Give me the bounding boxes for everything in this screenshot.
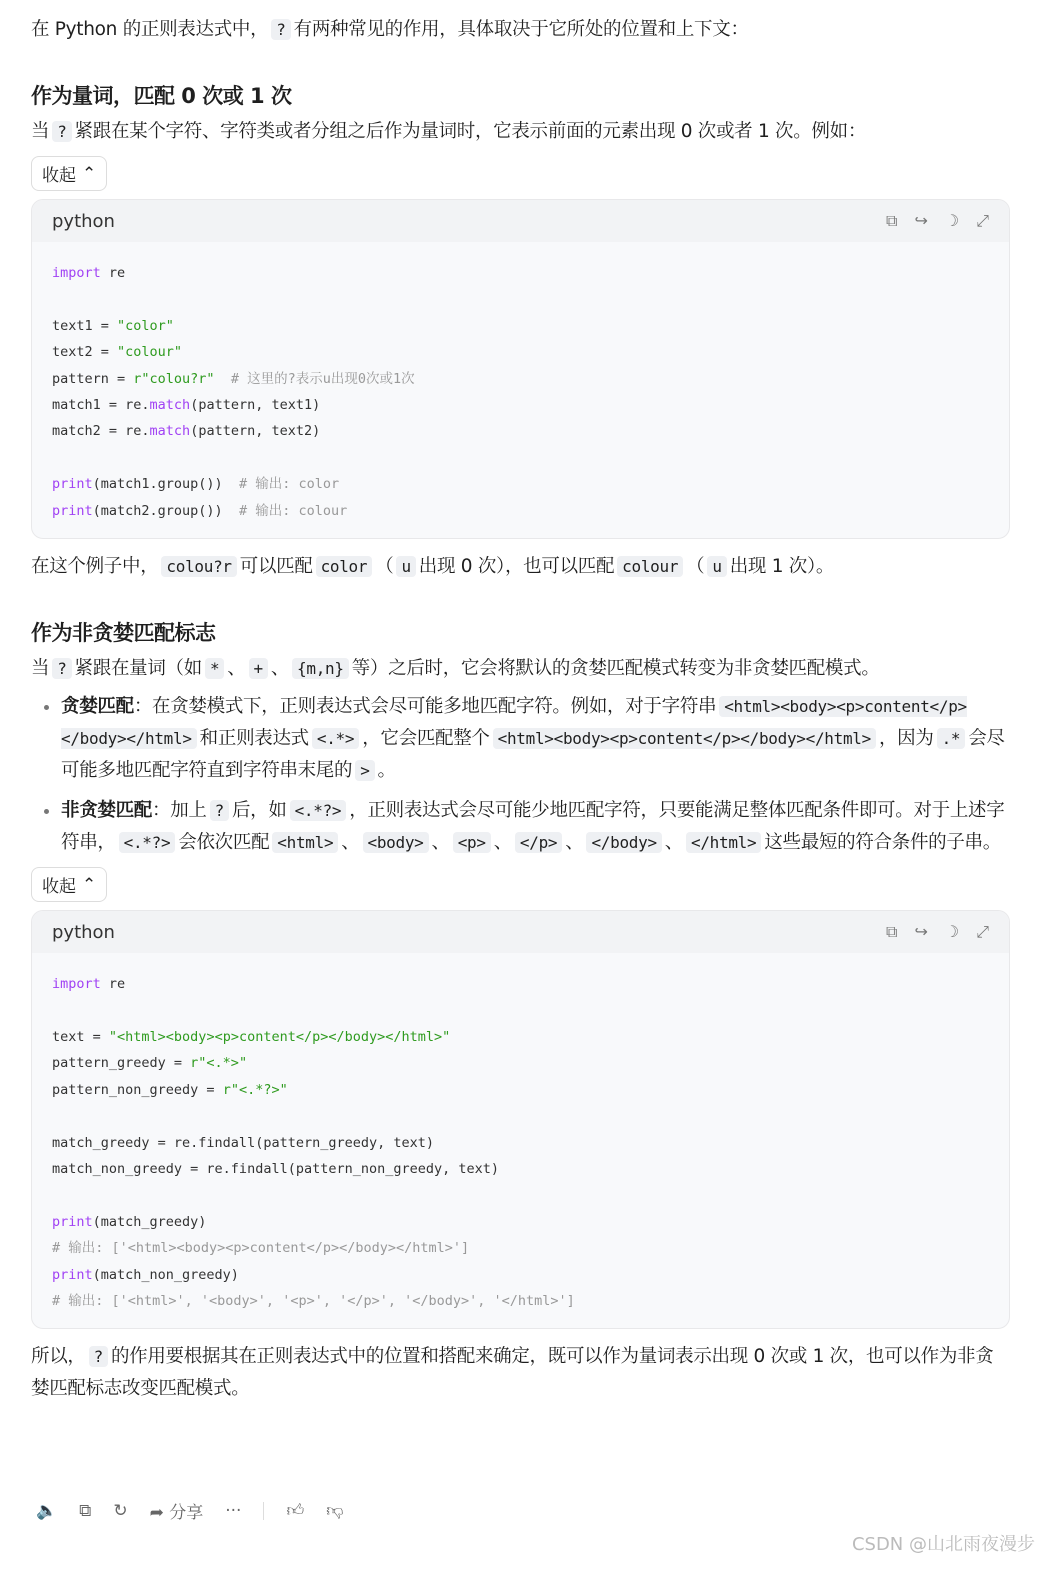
- text: 紧跟在量词（如: [74, 658, 202, 680]
- code-content: [32, 953, 1009, 1328]
- text: 、: [227, 658, 246, 680]
- code-token: match_non_greedy = re.findall(pattern_non_greedy, text): [52, 1160, 500, 1177]
- share-label: 分享: [169, 1503, 204, 1523]
- inline-code: colour: [617, 556, 683, 577]
- text: 。: [377, 760, 396, 782]
- inline-code: ?: [52, 658, 71, 679]
- inline-code: </html>: [686, 832, 761, 853]
- code-token: text2 =: [52, 344, 118, 361]
- code-token: text =: [52, 1028, 109, 1045]
- code-token: (pattern, text2): [190, 423, 321, 440]
- collapse-label: 收起: [42, 166, 76, 186]
- code-token: pattern_non_greedy =: [52, 1081, 223, 1098]
- message-actions: [36, 1498, 343, 1523]
- inline-code: <html>: [272, 832, 338, 853]
- inline-code: <html><body><p>content</p></body></html>: [493, 728, 876, 749]
- text: 有两种常见的作用，具体取决于它所处的位置和上下文：: [293, 19, 749, 40]
- inline-code: </body>: [586, 832, 661, 853]
- code-token: print: [52, 1266, 93, 1283]
- text: 会尽可能多地匹配字符直到字符串末尾的: [61, 728, 1005, 782]
- text: ：在贪婪模式下，正则表达式会尽可能多地匹配字符。例如，对于字符串: [133, 696, 717, 718]
- section-heading: 作为非贪婪匹配标志: [31, 621, 216, 646]
- inline-code: ?: [52, 121, 71, 142]
- text: 出现 0 次），也可以匹配: [418, 556, 615, 578]
- collapse-row: [31, 867, 1010, 902]
- inline-code: <.*?>: [290, 800, 347, 821]
- answer-content: [0, 14, 1041, 1405]
- text: 可以匹配: [239, 556, 313, 578]
- code-token: import: [52, 265, 101, 281]
- code-token: re: [100, 976, 126, 993]
- copy-icon[interactable]: ⧉: [886, 211, 898, 230]
- collapse-button[interactable]: [31, 867, 107, 902]
- code-token: pattern =: [52, 370, 134, 387]
- code-block: [31, 910, 1010, 1329]
- code-token: print: [52, 1213, 93, 1230]
- chevron-up-icon: ⌃: [82, 874, 97, 895]
- code-token: r"colou?r": [133, 370, 215, 387]
- code-token: match2 = re.: [52, 423, 150, 440]
- code-token: "colour": [117, 344, 183, 361]
- code-token: match: [149, 423, 191, 440]
- text: （: [686, 556, 705, 578]
- bullet-list: [31, 691, 1010, 859]
- code-token: r"<.*?>": [222, 1081, 288, 1098]
- inline-code: <body>: [363, 832, 429, 853]
- text: 、: [493, 832, 512, 854]
- wrap-icon[interactable]: ↪: [914, 922, 928, 942]
- text: ：加上: [152, 800, 207, 822]
- text: 当: [31, 658, 50, 680]
- inline-code: </p>: [515, 832, 562, 853]
- text: 当: [31, 121, 50, 142]
- code-token: print: [52, 476, 93, 493]
- list-item: [61, 691, 1010, 787]
- inline-code: color: [316, 556, 373, 577]
- theme-icon[interactable]: ☽: [944, 922, 960, 942]
- inline-code: <.*?>: [119, 832, 176, 853]
- regenerate-icon[interactable]: ↻: [113, 1500, 128, 1521]
- watermark: CSDN @山北雨夜漫步: [851, 1534, 1035, 1555]
- inline-code: ?: [210, 800, 229, 821]
- code-toolbar: [886, 211, 989, 231]
- paragraph: [31, 653, 1010, 685]
- paragraph: [31, 1341, 1010, 1405]
- text: 、: [565, 832, 584, 854]
- text: 、: [664, 832, 683, 854]
- divider: [263, 1502, 264, 1520]
- copy-icon[interactable]: ⧉: [79, 1500, 92, 1521]
- text: 的作用要根据其在正则表达式中的位置和搭配来确定，既可以作为量词表示出现 0 次或 1 次，也可以作为非贪婪匹配标志改变匹配模式。: [31, 1346, 994, 1400]
- text: 、: [341, 832, 360, 854]
- code-token: # 这里的?表示u出现0次或1次: [214, 370, 415, 387]
- text: （: [375, 556, 394, 578]
- text: 紧跟在某个字符、字符类或者分组之后作为量词时，它表示前面的元素出现 0 次或者 1 次。例如：: [74, 121, 867, 142]
- section-heading: 作为量词，匹配 0 次或 1 次: [31, 84, 292, 108]
- text: 、: [270, 658, 290, 680]
- speaker-icon[interactable]: 🔈: [36, 1500, 58, 1521]
- bold-text: 贪婪匹配: [61, 696, 134, 718]
- code-token: (pattern, text1): [190, 397, 321, 414]
- code-token: # 输出: colour: [222, 502, 348, 519]
- inline-code: +: [249, 658, 268, 679]
- text: ，正则表达式会尽可能少地匹配字符，只要能满足整体匹配条件即可。对于上述字符串，: [61, 800, 1005, 854]
- text: 所以，: [31, 1346, 86, 1368]
- code-token: re: [100, 265, 126, 281]
- text: 、: [431, 832, 450, 854]
- inline-code: colou?r: [161, 556, 236, 577]
- text: ，它会匹配整个: [362, 728, 490, 750]
- text: ，因为: [878, 728, 934, 750]
- paragraph: [31, 116, 1010, 148]
- thumbs-down-icon[interactable]: 👎︎: [326, 1501, 344, 1521]
- code-token: (match2.group()): [92, 502, 223, 519]
- code-token: (match_greedy): [92, 1213, 207, 1230]
- code-token: import: [52, 976, 101, 993]
- thumbs-up-icon[interactable]: 👍︎: [286, 1501, 305, 1521]
- code-token: (match1.group()): [92, 476, 223, 493]
- code-token: text1 =: [52, 317, 118, 334]
- code-token: pattern_greedy =: [52, 1055, 191, 1072]
- inline-code: *: [205, 658, 224, 679]
- expand-icon[interactable]: ⤢: [976, 922, 989, 942]
- code-language: python: [52, 921, 115, 943]
- list-item: [61, 795, 1010, 859]
- paragraph: [31, 551, 1010, 583]
- copy-icon[interactable]: ⧉: [886, 922, 898, 942]
- code-token: r"<.*>": [190, 1055, 248, 1072]
- code-language: python: [52, 210, 115, 232]
- collapse-row: [31, 156, 1010, 191]
- code-token: "color": [117, 317, 174, 334]
- inline-code: ?: [89, 1346, 108, 1367]
- code-token: print: [52, 502, 93, 519]
- text: 等）之后时，它会将默认的贪婪匹配模式转变为非贪婪匹配模式。: [351, 658, 880, 680]
- text: 会依次匹配: [178, 832, 270, 854]
- text: 在这个例子中，: [31, 556, 159, 578]
- code-token: match1 = re.: [52, 397, 150, 414]
- inline-code: .*: [937, 728, 966, 749]
- code-token: match_greedy = re.findall(pattern_greedy, text): [52, 1134, 435, 1151]
- chevron-up-icon: ⌃: [82, 163, 97, 184]
- text: 这些最短的符合条件的子串。: [764, 832, 1001, 854]
- code-token: # 输出: color: [222, 476, 340, 493]
- inline-code: u: [396, 556, 415, 577]
- more-button[interactable]: ···: [225, 1500, 242, 1521]
- code-block: [31, 199, 1010, 539]
- collapse-label: 收起: [42, 877, 76, 898]
- inline-code: <p>: [453, 832, 491, 853]
- inline-code: <html><body><p>content</p></body></html>: [61, 697, 967, 749]
- code-token: match: [149, 397, 191, 414]
- theme-icon[interactable]: ☽: [944, 211, 960, 230]
- inline-code: {m,n}: [292, 658, 349, 679]
- code-header: [32, 200, 1009, 242]
- bold-text: 非贪婪匹配: [61, 800, 153, 822]
- collapse-button[interactable]: [31, 156, 107, 191]
- text: 出现 1 次）。: [729, 556, 835, 578]
- expand-icon[interactable]: ⤢: [976, 211, 989, 230]
- text: 和正则表达式: [199, 728, 309, 750]
- wrap-icon[interactable]: ↪: [914, 211, 928, 230]
- code-toolbar: [886, 922, 989, 942]
- inline-code: ?: [271, 19, 290, 40]
- code-token: (match_non_greedy): [92, 1266, 239, 1283]
- inline-code: u: [707, 556, 726, 577]
- code-header: [32, 911, 1009, 953]
- text: 后，如: [231, 800, 287, 822]
- code-token: # 输出: ['<html>', '<body>', '<p>', '</p>', '</body>', '</html>']: [52, 1292, 575, 1309]
- code-content: [32, 242, 1009, 538]
- inline-code: >: [355, 760, 374, 781]
- paragraph: [31, 14, 1010, 46]
- code-token: "<html><body><p>content</p></body></html>": [108, 1028, 451, 1045]
- code-token: # 输出: ['<html><body><p>content</p></body></html>']: [52, 1240, 470, 1257]
- share-button[interactable]: ➦ 分享: [149, 1503, 204, 1523]
- inline-code: <.*>: [312, 728, 359, 749]
- text: 在 Python 的正则表达式中，: [31, 19, 269, 40]
